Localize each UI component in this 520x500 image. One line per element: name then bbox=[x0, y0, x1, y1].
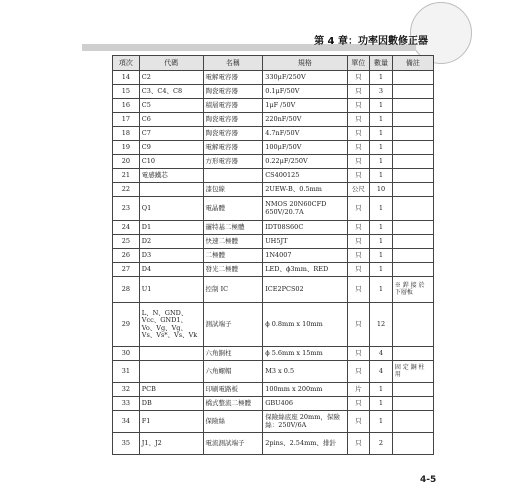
cell-code: C5 bbox=[139, 99, 203, 113]
cell-unit: 片 bbox=[347, 383, 370, 397]
cell-qty: 12 bbox=[370, 303, 393, 347]
column-header: 項次 bbox=[113, 56, 140, 71]
cell-name: 電解電容器 bbox=[203, 71, 263, 85]
chapter-title: 第 4 章：功率因數修正器 bbox=[314, 36, 428, 47]
cell-code: PCB bbox=[139, 383, 203, 397]
cell-code: D3 bbox=[139, 249, 203, 263]
cell-spec: UH5JT bbox=[263, 235, 347, 249]
cell-qty: 3 bbox=[370, 85, 393, 99]
cell-note bbox=[392, 263, 433, 277]
cell-item: 21 bbox=[113, 169, 140, 183]
cell-name: 積層電容器 bbox=[203, 99, 263, 113]
table-row bbox=[113, 127, 434, 141]
cell-item: 24 bbox=[113, 221, 140, 235]
cell-unit: 只 bbox=[347, 99, 370, 113]
table-row bbox=[113, 71, 434, 85]
cell-qty: 1 bbox=[370, 277, 393, 303]
column-header: 備註 bbox=[392, 56, 433, 71]
cell-spec: ϕ 5.6mm x 15mm bbox=[263, 347, 347, 361]
cell-unit: 只 bbox=[347, 303, 370, 347]
cell-spec: LED、ϕ3mm、RED bbox=[263, 263, 347, 277]
column-header: 規格 bbox=[263, 56, 347, 71]
cell-code: J1、J2 bbox=[139, 433, 203, 455]
table-row bbox=[113, 383, 434, 397]
cell-code bbox=[139, 361, 203, 383]
cell-name: 六角銅柱 bbox=[203, 347, 263, 361]
table-row bbox=[113, 303, 434, 347]
cell-qty: 1 bbox=[370, 197, 393, 221]
cell-spec: 1N4007 bbox=[263, 249, 347, 263]
cell-unit: 只 bbox=[347, 127, 370, 141]
column-header: 名稱 bbox=[203, 56, 263, 71]
cell-item: 22 bbox=[113, 183, 140, 197]
cell-code bbox=[139, 347, 203, 361]
cell-spec: 100μF/50V bbox=[263, 141, 347, 155]
cell-spec: 4.7nF/50V bbox=[263, 127, 347, 141]
table-row bbox=[113, 361, 434, 383]
table-row bbox=[113, 197, 434, 221]
cell-qty: 1 bbox=[370, 249, 393, 263]
cell-code: C2 bbox=[139, 71, 203, 85]
cell-note bbox=[392, 383, 433, 397]
cell-name: 漆包線 bbox=[203, 183, 263, 197]
cell-unit: 只 bbox=[347, 411, 370, 433]
cell-unit: 只 bbox=[347, 197, 370, 221]
cell-item: 30 bbox=[113, 347, 140, 361]
table-row bbox=[113, 277, 434, 303]
cell-qty: 1 bbox=[370, 397, 393, 411]
page-number: 4-5 bbox=[420, 475, 437, 485]
cell-item: 26 bbox=[113, 249, 140, 263]
cell-qty: 4 bbox=[370, 347, 393, 361]
cell-unit: 只 bbox=[347, 141, 370, 155]
cell-code: D1 bbox=[139, 221, 203, 235]
cell-unit: 只 bbox=[347, 155, 370, 169]
cell-qty: 2 bbox=[370, 433, 393, 455]
cell-name: 快速二極體 bbox=[203, 235, 263, 249]
table-row bbox=[113, 113, 434, 127]
cell-code: L、N、GND、Vcc、GND1、Vo、Vg、Vg、Vs、Vs*、Vs、Vk bbox=[139, 303, 203, 347]
cell-item: 16 bbox=[113, 99, 140, 113]
cell-item: 25 bbox=[113, 235, 140, 249]
cell-name: 電晶體 bbox=[203, 197, 263, 221]
cell-note bbox=[392, 85, 433, 99]
cell-name: 邏特基二極體 bbox=[203, 221, 263, 235]
cell-item: 15 bbox=[113, 85, 140, 99]
cell-name: 方形電容器 bbox=[203, 155, 263, 169]
cell-item: 18 bbox=[113, 127, 140, 141]
table-row bbox=[113, 263, 434, 277]
cell-unit: 只 bbox=[347, 221, 370, 235]
cell-unit: 只 bbox=[347, 71, 370, 85]
cell-name: 六角螺帽 bbox=[203, 361, 263, 383]
cell-name: 電解電容器 bbox=[203, 141, 263, 155]
cell-unit: 只 bbox=[347, 277, 370, 303]
cell-note bbox=[392, 183, 433, 197]
cell-qty: 1 bbox=[370, 127, 393, 141]
cell-note bbox=[392, 347, 433, 361]
cell-note bbox=[392, 397, 433, 411]
cell-spec: ICE2PCS02 bbox=[263, 277, 347, 303]
cell-note bbox=[392, 127, 433, 141]
cell-name: 橋式整流二極體 bbox=[203, 397, 263, 411]
cell-qty: 1 bbox=[370, 71, 393, 85]
cell-item: 31 bbox=[113, 361, 140, 383]
cell-code: C3、C4、C8 bbox=[139, 85, 203, 99]
column-header: 單位 bbox=[347, 56, 370, 71]
cell-name: 電流測試端子 bbox=[203, 433, 263, 455]
cell-note bbox=[392, 169, 433, 183]
cell-name: 發光二極體 bbox=[203, 263, 263, 277]
cell-code: C9 bbox=[139, 141, 203, 155]
table-row bbox=[113, 99, 434, 113]
cell-note bbox=[392, 71, 433, 85]
cell-spec: CS400125 bbox=[263, 169, 347, 183]
parts-table bbox=[112, 55, 434, 455]
cell-name: 陶瓷電容器 bbox=[203, 85, 263, 99]
cell-unit: 只 bbox=[347, 249, 370, 263]
cell-code: DB bbox=[139, 397, 203, 411]
cell-code: U1 bbox=[139, 277, 203, 303]
cell-qty: 1 bbox=[370, 411, 393, 433]
cell-note bbox=[392, 303, 433, 347]
column-header: 數量 bbox=[370, 56, 393, 71]
cell-unit: 只 bbox=[347, 361, 370, 383]
cell-spec: IDT08S60C bbox=[263, 221, 347, 235]
cell-spec: GBU406 bbox=[263, 397, 347, 411]
cell-unit: 只 bbox=[347, 85, 370, 99]
cell-qty: 1 bbox=[370, 221, 393, 235]
cell-note bbox=[392, 411, 433, 433]
cell-qty: 1 bbox=[370, 99, 393, 113]
cell-qty: 1 bbox=[370, 169, 393, 183]
cell-item: 17 bbox=[113, 113, 140, 127]
cell-qty: 1 bbox=[370, 235, 393, 249]
cell-item: 34 bbox=[113, 411, 140, 433]
cell-spec: ϕ 0.8mm x 10mm bbox=[263, 303, 347, 347]
cell-note bbox=[392, 249, 433, 263]
cell-note bbox=[392, 141, 433, 155]
cell-note bbox=[392, 235, 433, 249]
cell-name: 控制 IC bbox=[203, 277, 263, 303]
cell-code: F1 bbox=[139, 411, 203, 433]
cell-code: D4 bbox=[139, 263, 203, 277]
cell-qty: 1 bbox=[370, 383, 393, 397]
cell-unit: 只 bbox=[347, 169, 370, 183]
cell-unit: 只 bbox=[347, 263, 370, 277]
cell-spec: 100mm x 200mm bbox=[263, 383, 347, 397]
table-row bbox=[113, 397, 434, 411]
cell-unit: 只 bbox=[347, 113, 370, 127]
table-header-row bbox=[113, 56, 434, 71]
cell-spec: 330μF/250V bbox=[263, 71, 347, 85]
cell-note: ※ 銲 接 於 下層板 bbox=[392, 277, 433, 303]
cell-note bbox=[392, 113, 433, 127]
cell-item: 14 bbox=[113, 71, 140, 85]
cell-spec: 2pins、2.54mm、排針 bbox=[263, 433, 347, 455]
cell-unit: 只 bbox=[347, 347, 370, 361]
cell-code: C7 bbox=[139, 127, 203, 141]
cell-spec: 0.22μF/250V bbox=[263, 155, 347, 169]
table-row bbox=[113, 183, 434, 197]
cell-item: 33 bbox=[113, 397, 140, 411]
cell-name: 印刷電路板 bbox=[203, 383, 263, 397]
table-row bbox=[113, 433, 434, 455]
cell-spec: M3 x 0.5 bbox=[263, 361, 347, 383]
cell-item: 32 bbox=[113, 383, 140, 397]
cell-item: 20 bbox=[113, 155, 140, 169]
cell-item: 28 bbox=[113, 277, 140, 303]
cell-unit: 公尺 bbox=[347, 183, 370, 197]
table-row bbox=[113, 155, 434, 169]
cell-name bbox=[203, 169, 263, 183]
cell-qty: 10 bbox=[370, 183, 393, 197]
table-row bbox=[113, 85, 434, 99]
cell-qty: 1 bbox=[370, 141, 393, 155]
cell-note: 固 定 銅 柱 用 bbox=[392, 361, 433, 383]
cell-unit: 只 bbox=[347, 235, 370, 249]
cell-code: Q1 bbox=[139, 197, 203, 221]
table-row bbox=[113, 249, 434, 263]
cell-spec: 1μF /50V bbox=[263, 99, 347, 113]
cell-qty: 1 bbox=[370, 263, 393, 277]
cell-qty: 1 bbox=[370, 113, 393, 127]
cell-qty: 4 bbox=[370, 361, 393, 383]
cell-code: C6 bbox=[139, 113, 203, 127]
cell-spec: 保險絲底座 20mm，保險絲：250V/6A bbox=[263, 411, 347, 433]
cell-unit: 只 bbox=[347, 397, 370, 411]
table-row bbox=[113, 411, 434, 433]
cell-note bbox=[392, 99, 433, 113]
cell-note bbox=[392, 155, 433, 169]
cell-code: 電感鐵芯 bbox=[139, 169, 203, 183]
cell-item: 19 bbox=[113, 141, 140, 155]
cell-unit: 只 bbox=[347, 433, 370, 455]
table-row bbox=[113, 347, 434, 361]
cell-item: 35 bbox=[113, 433, 140, 455]
cell-qty: 1 bbox=[370, 155, 393, 169]
cell-note bbox=[392, 197, 433, 221]
cell-code: D2 bbox=[139, 235, 203, 249]
cell-name: 保險絲 bbox=[203, 411, 263, 433]
cell-spec: 0.1μF/50V bbox=[263, 85, 347, 99]
cell-name: 測試端子 bbox=[203, 303, 263, 347]
cell-spec: NMOS 20N60CFD 650V/20.7A bbox=[263, 197, 347, 221]
cell-item: 27 bbox=[113, 263, 140, 277]
cell-note bbox=[392, 221, 433, 235]
table-row bbox=[113, 235, 434, 249]
cell-name: 陶瓷電容器 bbox=[203, 113, 263, 127]
cell-item: 29 bbox=[113, 303, 140, 347]
table-row bbox=[113, 221, 434, 235]
cell-code bbox=[139, 183, 203, 197]
cell-code: C10 bbox=[139, 155, 203, 169]
cell-note bbox=[392, 433, 433, 455]
cell-name: 陶瓷電容器 bbox=[203, 127, 263, 141]
cell-name: 二極體 bbox=[203, 249, 263, 263]
cell-spec: 220nF/50V bbox=[263, 113, 347, 127]
column-header: 代碼 bbox=[139, 56, 203, 71]
cell-item: 23 bbox=[113, 197, 140, 221]
cell-spec: 2UEW-B、0.5mm bbox=[263, 183, 347, 197]
table-row bbox=[113, 141, 434, 155]
table-row bbox=[113, 169, 434, 183]
